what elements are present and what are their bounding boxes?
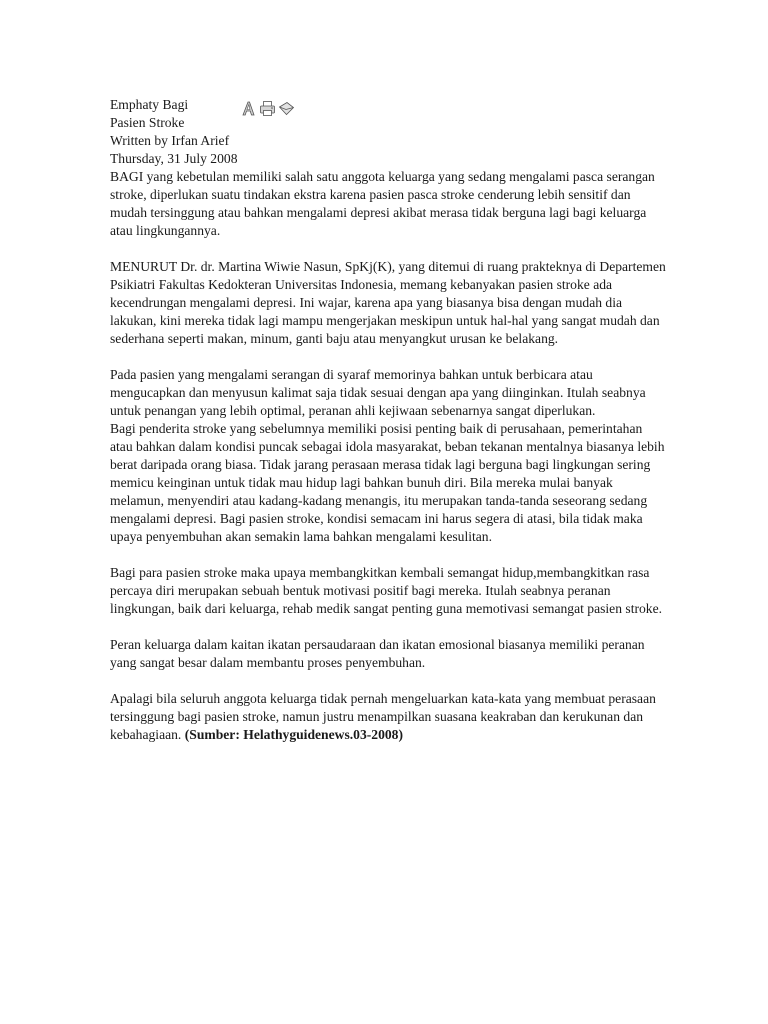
article-date: Thursday, 31 July 2008 bbox=[110, 151, 238, 166]
paragraph-7 bbox=[110, 690, 666, 744]
article-header bbox=[110, 96, 666, 132]
email-icon[interactable] bbox=[278, 100, 295, 117]
paragraph-5: Bagi para pasien stroke maka upaya membangkitkan kembali semangat hidup,membangkitkan rasa percaya diri merupakan sebuah bentuk motivasi positif bagi mereka. Itulah seabnya peranan lingkungan, baik dari keluarga, rehab medik sangat penting guna memotivasi semangat pasien stroke. bbox=[110, 565, 663, 616]
paragraph-3: Pada pasien yang mengalami serangan di syaraf memorinya bahkan untuk berbicara atau mengucapkan dan menyusun kalimat saja tidak sesuai dengan apa yang diinginkan. Itulah seabnya untuk penangan yang lebih optimal, peranan ahli kejiwaan sebenarnya sangat diperlukan. bbox=[110, 367, 646, 418]
paragraph-2: MENURUT Dr. dr. Martina Wiwie Nasun, SpKj(K), yang ditemui di ruang prakteknya di Departemen Psikiatri Fakultas Kedokteran Universitas Indonesia, memang kebanyakan pasien stroke ada kecendrungan mengalami depresi. Ini wajar, karena apa yang biasanya bisa dengan mudah dia lakukan, kini mereka tidak lagi mampu mengerjakan meskipun untuk hal-hal yang sangat mudah dan sederhana seperti makan, minum, ganti baju atau menyangkut urusan ke belakang. bbox=[110, 259, 666, 346]
article bbox=[110, 96, 666, 762]
article-title-line-1: Emphaty Bagi bbox=[110, 97, 189, 112]
article-title-line-2: Pasien Stroke bbox=[110, 115, 185, 130]
article-author: Written by Irfan Arief bbox=[110, 133, 230, 148]
article-toolbar bbox=[240, 100, 295, 117]
paragraph-4: Bagi penderita stroke yang sebelumnya memiliki posisi penting baik di perusahaan, pemerintahan atau bahkan dalam kondisi puncak sebagai idola masyarakat, beban tekanan mentalnya biasanya lebih berat daripada orang biasa. Tidak jarang perasaan merasa tidak lagi berguna bagi lingkungan sering memicu keinginan untuk tidak mau hidup lagi bahkan bunuh diri. Bila mereka mulai banyak melamun, menyendiri atau kadang-kadang menangis, itu merupakan tanda-tanda seseorang sedang mengalami depresi. Bagi pasien stroke, kondisi semacam ini harus segera di atasi, bila tidak maka upaya penyembuhan akan semakin lama bahkan mengalami kesulitan. bbox=[110, 421, 665, 544]
print-icon[interactable] bbox=[259, 100, 276, 117]
paragraph-7-text: Apalagi bila seluruh anggota keluarga tidak pernah mengeluarkan kata-kata yang membuat perasaan tersinggung bagi pasien stroke, namun justru menampilkan suasana keakraban dan kerukunan dan kebahagiaan. bbox=[110, 691, 656, 742]
pdf-icon[interactable] bbox=[240, 100, 257, 117]
paragraph-6: Peran keluarga dalam kaitan ikatan persaudaraan dan ikatan emosional biasanya memiliki peranan yang sangat besar dalam membantu proses penyembuhan. bbox=[110, 637, 645, 670]
source-citation: (Sumber: Helathyguidenews.03-2008) bbox=[184, 727, 403, 742]
paragraph-1: BAGI yang kebetulan memiliki salah satu anggota keluarga yang sedang mengalami pasca serangan stroke, diperlukan suatu tindakan ekstra karena pasien pasca stroke cenderung lebih sensitif dan mudah tersinggung atau bahkan mengalami depresi akibat merasa tidak berguna lagi bagi keluarga atau lingkungannya. bbox=[110, 169, 655, 238]
